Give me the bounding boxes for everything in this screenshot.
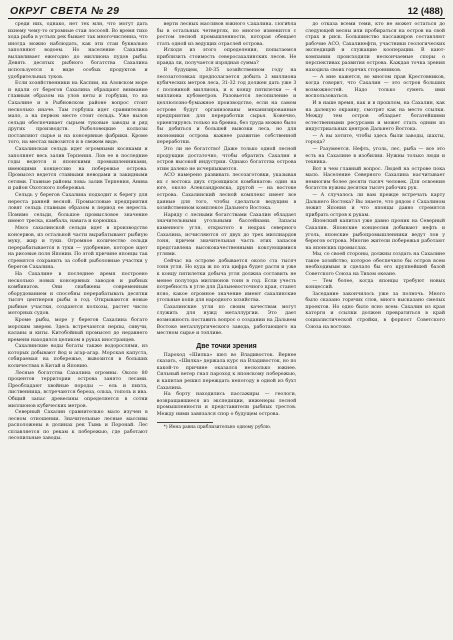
paragraph: В будущем, 30-35 хозяйственном году на лесозаготовках предполагается добыть 2 миллиона кубических метров леса, 31-32 год должен дать уже 3 с половиной миллиона, и к концу пятилетки — 4 миллиона кубометров. Разовьется лесопиление и целлюлозно-бумажное производство, если на самом острове будут организованы механизированные предприятия для переработки сырья. Конечно, ориентируясь только на бревна, без труда можно было бы добиться и большей вывозки леса, но для экономики острова важнее развитие собственной переработки.	[156, 68, 297, 146]
paragraph: Сельдь у берегов Сахалина подходит к берегу для нереста ранней весной. Промысловые предприятия ловят сельдь главным образом в период ее нереста. Помимо сельди, большое промысловое значение имеют треска, камбала, навага и корюшка.	[8, 193, 148, 225]
paragraph: Северный Сахалин сравнительно мало изучен в лесном отношении. Значительные лесные массивы расположены в долинах рек Тымь и Поронай. Лес сплавляется по рекам к побережью, где работают лесопильные заводы.	[8, 410, 148, 442]
paragraph: среди них, однако, нет тех млн, что могут дать ихнему чему-то огромные стаи лососей. Во время тихо хода рыба в устьях рек бывает так многочисленна, что иногда можно наблюдать, как эти стаи буквально заполняют водоем. Но население Сахалина вылавливает ежегодно до миллиона пудов рыбы. Девять десятых рыбного богатства Сахалина используется в виде особых продуктов и удобрительных туков.	[8, 22, 148, 80]
paragraph: — Разумеется. Нефть, уголь, лес, рыба — все это есть на Сахалине в изобилии. Нужны только люди и техника.	[305, 146, 446, 166]
paragraph: Сахалинская сельдь идет огромными косяками и заполняет весь залив Терпения. Лов ее в последние годы ведется и японскими промышленниками, имеющими концессию на побережье острова. Промысел ведется ставными неводами и закидными сетями. Главные районы лова: залив Терпения, Анива и район Охотского побережья.	[8, 146, 148, 192]
paragraph: Наряду с лесными богатствами Сахалин обладает значительными угольными бассейнами. Запасы каменного угля, открытого в недрах северного Сахалина, исчисляются от двух до трех миллиардов тонн, причем значительная часть этих запасов представлена высококачественными коксующимися углями.	[156, 212, 297, 258]
paragraph: И в наше время, как и в прошлом, на Сахалин, как на далекую окраину, смотрят как на место ссылки. Между тем остров обладает богатейшими естественными ресурсами и может стать одним из индустриальных центров Дальнего Востока.	[305, 100, 446, 133]
paragraph: — А вы хотите, чтобы здесь были заводы, шахты, города?	[305, 133, 446, 146]
column-left	[8, 22, 148, 632]
paragraph: Вот в чем главный вопрос. Людей на острове пока мало. Население Северного Сахалина насчитывает немногим более десяти тысяч человек. Для освоения богатств нужны десятки тысяч рабочих рук.	[305, 166, 446, 192]
column-middle	[157, 22, 297, 632]
paragraph: Сахалинские воды богаты также водорослями, из которых добывают йод и агар-агар. Морская капуста, собираемая на побережье, вывозится в больших количествах в Китай и Японию.	[8, 344, 148, 370]
footnote: *) Иена равна приблизительно одному рублю.	[163, 424, 272, 430]
paragraph: Если хозяйственники на Каспии, на Азовском море и вдали от берегов Сахалина обращают внимание главным образом на улов кеты и горбуши, то на Сахалине и в Рыбновском районе вопрос стоит несколько иначе. Там горбуша идет сравнительно мало, а на первом месте стоит сельдь. Уже вылов сельди обеспечивает сырьем туковые заводы и ряд других производств. Рыболовецкие колхозы поставляют сырье и на консервные фабрики. Кроме того, на местах вывозится и в свежем виде.	[8, 81, 148, 146]
paragraph: верти лесных массивов южного Сахалина. Погибла бы в остальных четвертях, но многое изменится с ростом лесной промышленности, которая обещает стать одной из ведущих отраслей острова.	[156, 22, 297, 47]
paragraph: — А мне кажется, во многом прав Крестовников, когда говорит, что Сахалин — это остров больших возможностей. Надо только суметь ими воспользоваться.	[305, 74, 446, 100]
article-columns	[8, 22, 445, 632]
paragraph: Пароход «Шилка» шел во Владивосток. Вернее сказать, «Шилка» держала курс на Владивосток, но по какой-то причине оказался несколько южнее. Сильный ветер гнал пароход к японскому побережью, и капитан решил переждать непогоду в одной из бухт Сахалина.	[156, 352, 297, 391]
footnote-divider	[157, 422, 213, 423]
paragraph: На Сахалине в последнее время построено несколько новых консервных заводов и рыбных комбинатов. Они снабжены современным оборудованием и способны перерабатывать десятки тысяч центнеров рыбы в год. Открываются новые рыбные участки, создаются колхозы, растет число моторных судов.	[8, 271, 148, 317]
page-header	[8, 4, 445, 19]
paragraph: На борту находились пассажиры — геологи, возвращавшиеся из экспедиции, инженеры лесной промышленности и представители рыбных трестов. Между ними завязался спор о будущем острова.	[156, 392, 297, 417]
paragraph: Сахалинские угли по своим качествам могут служить для нужд металлургии. Это дает возможность поставить вопрос о создании на Дальнем Востоке металлургического завода, работающего на местном сырье и топливе.	[156, 304, 297, 337]
magazine-title: ОКРУГ СВЕТА № 29	[10, 5, 120, 17]
magazine-page	[8, 4, 445, 634]
paragraph: Мы, со своей стороны, должны создать на Сахалине такое хозяйство, которое обеспечило бы остров всем необходимым и сделало бы его крупнейшей базой Советского Союза на Тихом океане.	[305, 252, 446, 277]
paragraph: Мясо сахалинской сельди идет в производство консервов, из остальной части вырабатывают рыбную муку, жир и туки. Огромное количество сельди перерабатывается в туки — удобрение, которое идет на рисовые поля Японии. По этой причине японцы так стремятся сохранить за собой рыболовные участки у берегов Сахалина.	[8, 225, 148, 271]
paragraph: до отказа всеми теми, кто не может остаться до следующей весны или пробираться на остров на свой страх и риск. Большинство пассажиров составляют рабочие АСО, Сахалинефти, участники геологических экспедиций и служащие кооперации. В кают-компании происходили нескончаемые споры о перспективах развития острова. Каждая точка зрения находила своих горячих сторонников.	[305, 22, 446, 74]
paragraph: Заседание закончилось уже за полночь. Много было сказано горячих слов, много высказано смелых проектов. Но одно было ясно всем: Сахалин из края каторги и ссылки должен превратиться в край социалистической стройки, в форпост Советского Союза на востоке.	[305, 291, 446, 330]
paragraph: Кроме рыбы, море у берегов Сахалина богато морским зверем. Здесь встречаются нерпы, сивучи, каланы и киты. Китобойный промысел до недавнего времени находился целиком в руках иностранцев.	[8, 318, 148, 343]
column-right	[305, 22, 445, 632]
paragraph: Исходя из этого определения, попытаемся приблизить стоимость северосахалинских лесов. Не правда ли, получается изрядная сумма?	[156, 48, 297, 67]
paragraph: Это ли не богатство! Даже только одной лесной продукции достаточно, чтобы обратить Сахалин в остров высокой индустрии. Однако богатства острова этим далеко не исчерпываются.	[156, 146, 297, 172]
paragraph: АСО намерено развивать лесозаготовки, указывая их с востока двух строящихся комбинатов: один на юге, около Александровска, другой — на востоке острова. Сахалинский лесной комплекс имеет все данные для того, чтобы сделаться ведущим в хозяйственном комплексе Дальнего Востока.	[156, 173, 297, 212]
section-heading: Две точки зрения	[196, 342, 257, 350]
paragraph: Японский капитал уже давно проник на Северный Сахалин. Японские концессии добывают нефть и уголь, японские рыбопромышленники ведут лов у берегов острова. Многие жители побережья работают на японских промыслах.	[305, 219, 446, 251]
paragraph: Лесные богатства Сахалина огромны. Около 80 процентов территории острова занято лесами. Преобладают хвойные породы — ель и пихта, лиственница, встречаются береза, ольха, тополь и ива. Общий запас древесины определяется в сотни миллионов кубических метров.	[8, 370, 148, 409]
paragraph: — Тем более, когда японцы требуют новых концессий.	[305, 278, 446, 291]
page-number: 12 (488)	[407, 5, 443, 17]
paragraph: — А случалось ли вам прежде встречать карту Дальнего Востока? Вы знаете, что рядом с Сахалином лежит Япония и что японцы давно стремятся прибрать остров к рукам.	[305, 193, 446, 218]
paragraph: Сейчас на острове добывается около ста тысяч тонн угля. Но куда ж по эта цифра будет расти и уже к концу пятилетки добыча угля должна составить не менее полутора миллионов тонн в год. Если учесть потребность в угле для Дальневосточного края, станет ясно, какое огромное значение имеют сахалинские угольные копи для народного хозяйства.	[156, 258, 297, 304]
